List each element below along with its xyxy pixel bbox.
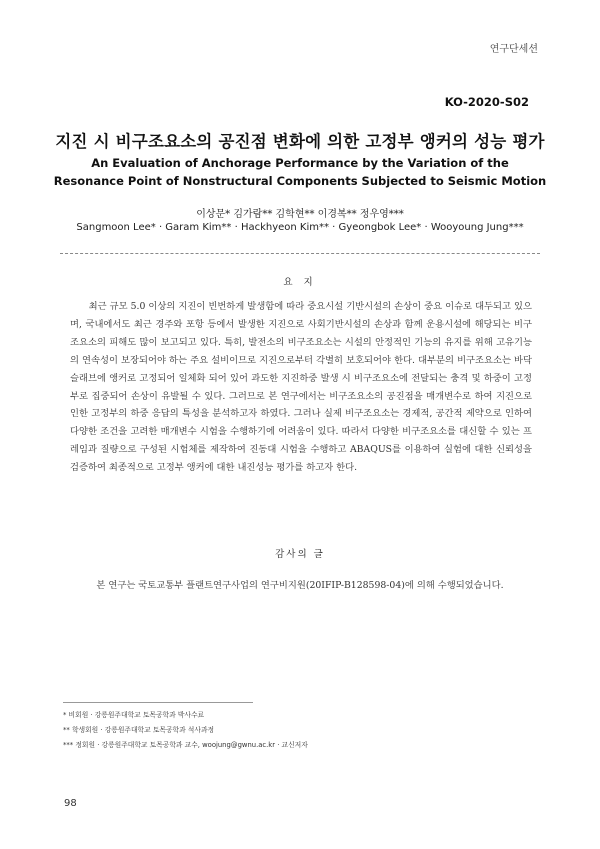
- footnote-3: *** 정회원 · 강릉원주대학교 토목공학과 교수, woojung@gwnu.ac.kr · 교신저자: [63, 741, 308, 749]
- footnotes: [63, 708, 308, 753]
- footnote-2: ** 학생회원 · 강릉원주대학교 토목공학과 석사과정: [63, 726, 215, 734]
- title-english-line2: Resonance Point of Nonstructural Components Subjected to Seismic Motion: [53, 174, 547, 188]
- title-korean: 지진 시 비구조요소의 공진점 변화에 의한 고정부 앵커의 성능 평가: [55, 132, 545, 151]
- footnote-1: * 비회원 · 강릉원주대학교 토목공학과 박사수료: [63, 711, 205, 719]
- paper-code: KO-2020-S02: [444, 95, 529, 109]
- acknowledgement-text: 본 연구는 국토교통부 플랜트연구사업의 연구비지원(20IFIP-B128598-04)에 의해 수행되었습니다.: [96, 580, 504, 591]
- authors-english: Sangmoon Lee* · Garam Kim** · Hackhyeon Kim** · Gyeongbok Lee* · Wooyoung Jung***: [76, 222, 524, 233]
- title-english-line1: An Evaluation of Anchorage Performance by the Variation of the: [91, 156, 509, 170]
- divider: [60, 253, 540, 254]
- page-number: 98: [64, 798, 77, 809]
- section-label: 연구단세션: [489, 44, 538, 55]
- acknowledgement-heading: 감사의 글: [275, 549, 325, 560]
- abstract-text: 최근 규모 5.0 이상의 지진이 빈번하게 발생함에 따라 중요시설 기반시설의 손상이 중요 이슈로 대두되고 있으며, 국내에서도 최근 경주와 포항 등에서 발생한 지진으로 사회기반시설의 손상과 함께 운용시설에 해당되는 비구조요소의 피해도 많이 보고되고 있다. 특히, 발전소의 비구조요소는 시설의 안정적인 기능의 유지를 위해 고유기능의 연속성이 보장되어야 하는 주요 설비이므로 지진으로부터 각별히 보호되어야 한다. 대부분의 비구조요소는 바닥 슬래브에 앵커로 고정되어 일체화 되어 있어 과도한 지진하중 발생 시 비구조요소에 전달되는 충격 및 하중이 고정부로 집중되어 손상이 유발될 수 있다. 그러므로 본 연구에서는 비구조요소의 공진점을 매개변수로 하여 지진으로 인한 고정부의 하중 응답의 특성을 분석하고자 하였다. 그러나 실제 비구조요소는 경제적, 공간적 제약으로 인하여 다양한 조건을 고려한 매개변수 시험을 수행하기에 어려움이 있다. 따라서 다양한 비구조요소를 대신할 수 있는 프레임과 질량으로 구성된 시험체를 제작하여 진동대 시험을 수행하고 ABAQUS를 이용하여 실험에 대한 신뢰성을 검증하여 최종적으로 고정부 앵커에 대한 내진성능 평가를 하고자 한다.: [70, 301, 532, 474]
- abstract-heading: 요 지: [283, 277, 317, 288]
- title-english: [0, 154, 600, 190]
- authors-korean: 이상문* 김가람** 김학현** 이경복** 정우영***: [196, 209, 404, 220]
- footnote-rule: [63, 702, 253, 703]
